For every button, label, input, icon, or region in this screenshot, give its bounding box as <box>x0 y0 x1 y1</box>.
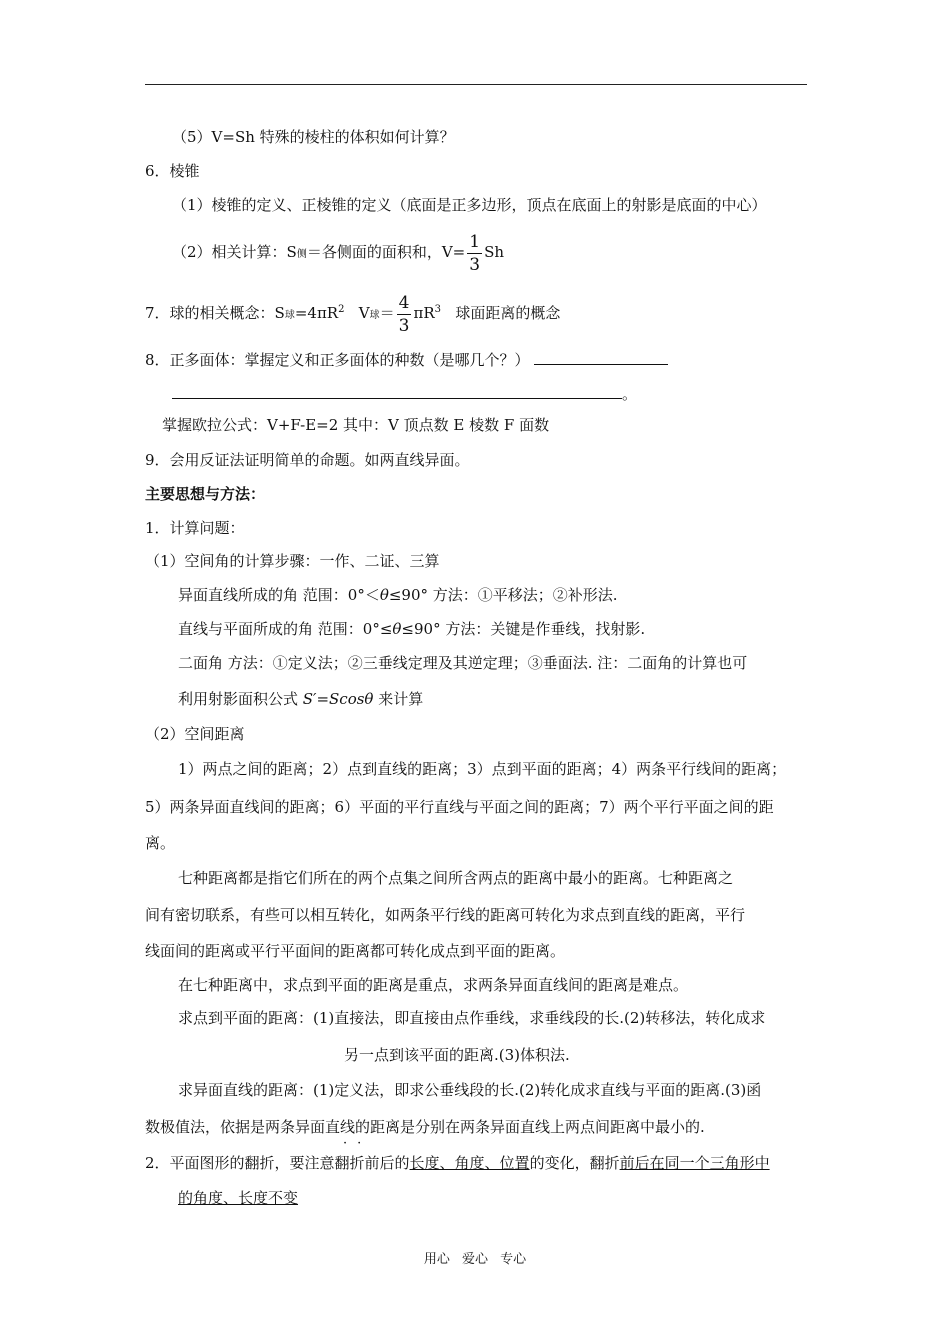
space-distance: （2）空间距离 <box>145 725 245 743</box>
underlined-text: 前后在同一个三角形中 <box>619 1154 770 1172</box>
projection-area-formula <box>178 689 423 709</box>
calc-problems: 1．计算问题： <box>145 519 245 537</box>
seven-distances-3: 线面间的距离或平行平面间的距离都可转化成点到平面的距离。 <box>145 942 566 960</box>
skew-lines-distance-1: 求异面直线的距离：(1)定义法，即求公垂线段的长.(2)转化成求直线与平面的距离.(3)函 <box>178 1081 762 1099</box>
text: V <box>358 304 370 322</box>
skew-lines-distance-2: 数极值法，依据是两条异面直线的距离是分别在两条异面直线上两点间距离中最小的. <box>145 1118 705 1136</box>
text: 2．平面图形的翻折，要注意翻折前后的 <box>145 1154 410 1172</box>
key-points: 在七种距离中，求点到平面的距离是重点，求两条异面直线间的距离是难点。 <box>178 976 689 994</box>
numerator: 4 <box>398 292 410 313</box>
text: ≤90° 方法：①平移法；②补形法. <box>388 586 618 604</box>
footer: 用心 爱心 专心 <box>423 1252 527 1267</box>
text: 直线与平面所成的角 范围：0°≤ <box>178 620 393 638</box>
dihedral-angle: 二面角 方法：①定义法；②三垂线定理及其逆定理；③垂面法. 注：二面角的计算也可 <box>178 654 748 672</box>
denominator: 3 <box>398 315 410 336</box>
period: 。 <box>622 385 638 403</box>
text: Sh <box>484 243 504 261</box>
text: 球面距离的概念 <box>455 304 561 322</box>
line-plane-angle <box>178 619 645 639</box>
fraction-four-thirds <box>397 292 412 337</box>
distance-list-3: 离。 <box>145 834 176 852</box>
subscript: 球 <box>284 310 295 321</box>
item-5-prism-volume: （5）V=Sh 特殊的棱柱的体积如何计算？ <box>172 128 455 146</box>
section-heading-methods: 主要思想与方法： <box>145 485 266 503</box>
text: πR <box>413 304 435 322</box>
heading-pyramid: 6．棱锥 <box>145 162 200 180</box>
text: 异面直线所成的角 范围：0°＜ <box>178 586 380 604</box>
text: 利用射影面积公式 <box>178 690 303 708</box>
point-plane-distance-2: 另一点到该平面的距离.(3)体积法. <box>344 1046 570 1064</box>
text: 的变化，翻折 <box>529 1154 620 1172</box>
point-plane-distance-1: 求点到平面的距离：(1)直接法，即直接由点作垂线，求垂线段的长.(2)转移法，转化成求 <box>178 1009 766 1027</box>
superscript: 2 <box>338 304 345 315</box>
emphasis-dots: ·· <box>343 1136 372 1151</box>
folding-problem-cont: 的角度、长度不变 <box>178 1189 299 1207</box>
skew-lines-angle <box>178 585 618 605</box>
fill-blank <box>172 384 622 399</box>
pyramid-calculation <box>172 228 504 279</box>
subscript: 侧 <box>296 249 307 260</box>
text: （2）相关计算：S <box>172 243 297 261</box>
euler-formula: 掌握欧拉公式：V+F-E=2 其中：V 顶点数 E 棱数 F 面数 <box>162 416 550 434</box>
superscript: 3 <box>434 304 441 315</box>
denominator: 3 <box>469 254 481 275</box>
theta: θ <box>379 586 389 604</box>
text: 来计算 <box>373 690 424 708</box>
item-9-proof-by-contradiction: 9．会用反证法证明简单的命题。如两直线异面。 <box>145 451 470 469</box>
subscript: 球 <box>369 310 380 321</box>
pyramid-definition: （1）棱锥的定义、正棱锥的定义（底面是正多边形，顶点在底面上的射影是底面的中心） <box>172 196 767 214</box>
regular-polyhedra <box>145 350 668 370</box>
theta: θ <box>392 620 402 638</box>
text: ≤90° 方法：关键是作垂线，找射影. <box>401 620 646 638</box>
underlined-text: 长度、角度、位置 <box>409 1154 530 1172</box>
folding-problem <box>145 1153 770 1173</box>
text: =4πR <box>294 304 339 322</box>
header-rule <box>145 84 807 85</box>
numerator: 1 <box>469 231 481 252</box>
formula: S′=Scosθ <box>302 690 374 708</box>
sphere-concepts <box>145 286 560 340</box>
seven-distances-1: 七种距离都是指它们所在的两个点集之间所含两点的距离中最小的距离。七种距离之 <box>178 869 734 887</box>
text: ＝各侧面的面积和，V= <box>306 243 466 261</box>
fill-blank-line-2 <box>172 384 637 404</box>
text: 8．正多面体：掌握定义和正多面体的种数（是哪几个？） <box>145 351 530 369</box>
text: ＝ <box>379 304 395 322</box>
fraction-one-third <box>467 231 482 276</box>
text: 7．球的相关概念：S <box>145 304 285 322</box>
fill-blank <box>534 350 668 365</box>
distance-list-2: 5）两条异面直线间的距离；6）平面的平行直线与平面之间的距离；7）两个平行平面之间的距 <box>145 798 774 816</box>
seven-distances-2: 间有密切联系，有些可以相互转化，如两条平行线的距离可转化为求点到直线的距离，平行 <box>145 906 746 924</box>
space-angle-steps: （1）空间角的计算步骤：一作、二证、三算 <box>145 552 440 570</box>
distance-list-1: 1）两点之间的距离；2）点到直线的距离；3）点到平面的距离；4）两条平行线间的距离； <box>178 760 787 778</box>
